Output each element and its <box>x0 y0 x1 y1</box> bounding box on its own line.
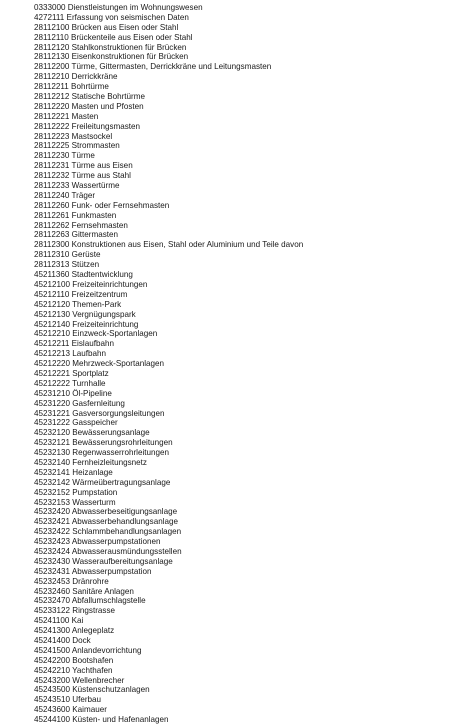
list-item: 45212140 Freizeiteinrichtung <box>34 319 139 329</box>
list-item: 28112223 Mastsockel <box>34 131 113 141</box>
list-item: 28112300 Konstruktionen aus Eisen, Stahl oder Aluminium und Teile davon <box>34 240 304 250</box>
list-item: 45232430 Wasseraufbereitungsanlage <box>34 556 173 566</box>
list-item: 45232152 Pumpstation <box>34 487 118 497</box>
list-item: 45243510 Uferbau <box>34 695 102 705</box>
list-item: 28112231 Türme aus Eisen <box>34 161 133 171</box>
list-item: 45232431 Abwasserpumpstation <box>34 566 152 576</box>
list-item: 45212210 Einzweck-Sportanlagen <box>34 329 158 339</box>
list-item: 45233122 Ringstrasse <box>34 606 115 616</box>
list-item: 45243200 Wellenbrecher <box>34 675 125 685</box>
list-item: 45231210 Öl-Pipeline <box>34 388 112 398</box>
list-item: 45231221 Gasversorgungsleitungen <box>34 408 165 418</box>
list-item: 28112230 Türme <box>34 151 95 161</box>
list-item: 28112200 Türme, Gittermasten, Derrickkräne und Leitungsmasten <box>34 62 272 72</box>
list-item: 4272111 Erfassung von seismischen Daten <box>34 12 189 22</box>
list-item: 45232421 Abwasserbehandlungsanlage <box>34 517 179 527</box>
list-item: 45212120 Themen-Park <box>34 299 122 309</box>
list-item: 45232424 Abwasserausmündungsstellen <box>34 546 182 556</box>
list-item: 0333000 Dienstleistungen im Wohnungswesen <box>34 3 203 12</box>
list-item: 45232470 Abfallumschlagstelle <box>34 596 146 606</box>
list-item: 28112221 Masten <box>34 111 99 121</box>
list-item: 45231222 Gasspeicher <box>34 418 118 428</box>
list-item: 45232423 Abwasserpumpstationen <box>34 537 161 547</box>
list-item: 45212222 Turnhalle <box>34 378 106 388</box>
list-item: 45212110 Freizeitzentrum <box>34 289 128 299</box>
list-item: 45232141 Heizanlage <box>34 467 113 477</box>
list-item: 28112313 Stützen <box>34 260 100 270</box>
list-item: 28112212 Statische Bohrtürme <box>34 92 145 102</box>
list-item: 28112260 Funk- oder Fernsehmasten <box>34 200 170 210</box>
list-item: 45232130 Regenwasserrohrleitungen <box>34 448 169 458</box>
list-item: 45232453 Dränrohre <box>34 576 109 586</box>
list-item: 45232142 Wärmeübertragungsanlage <box>34 477 171 487</box>
list-item: 45232121 Bewässerungsrohrleitungen <box>34 438 173 448</box>
list-item: 45241400 Dock <box>34 636 91 645</box>
list-item: 45243600 Kaimauer <box>34 705 107 715</box>
list-item: 45212213 Laufbahn <box>34 349 107 359</box>
list-item: 28112310 Gerüste <box>34 250 101 260</box>
list-item: 45232153 Wasserturm <box>34 497 116 507</box>
list-item: 45244100 Küsten- und Hafenanlagen <box>34 715 169 725</box>
list-item: 28112100 Brücken aus Eisen oder Stahl <box>34 22 179 32</box>
list-item: 28112220 Masten und Pfosten <box>34 101 144 111</box>
list-item: 45212211 Eislaufbahn <box>34 339 114 349</box>
list-item: 45232422 Schlammbehandlungsanlagen <box>34 527 182 537</box>
list-item: 45232120 Bewässerungsanlage <box>34 428 150 438</box>
list-item: 45241100 Kai <box>34 616 84 626</box>
list-item: 28112130 Eisenkonstruktionen für Brücken <box>34 52 189 62</box>
list-item: 28112233 Wassertürme <box>34 181 120 191</box>
list-item: 28112263 Gittermasten <box>34 230 118 240</box>
list-item: 45243500 Küstenschutzanlagen <box>34 685 150 695</box>
list-item: 28112261 Funkmasten <box>34 210 117 220</box>
list-item: 28112120 Stahlkonstruktionen für Brücken <box>34 42 187 52</box>
list-item: 28112210 Derrickkräne <box>34 72 118 82</box>
list-item: 28112240 Träger <box>34 190 96 200</box>
list-item: 45232140 Fernheizleitungsnetz <box>34 457 147 467</box>
list-item: 45212130 Vergnügungspark <box>34 309 136 319</box>
list-item: 28112225 Strommasten <box>34 141 120 151</box>
list-item: 45212221 Sportplatz <box>34 368 109 378</box>
list-item: 45242210 Yachthafen <box>34 665 113 675</box>
list-item: 28112222 Freileitungsmasten <box>34 121 141 131</box>
list-item: 45212220 Mehrzweck-Sportanlagen <box>34 359 165 369</box>
list-item: 45232420 Abwasserbeseitigungsanlage <box>34 507 178 517</box>
list-item: 45212100 Freizeiteinrichtungen <box>34 279 148 289</box>
list-item: 45232460 Sanitäre Anlagen <box>34 586 134 596</box>
list-item: 28112232 Türme aus Stahl <box>34 171 131 181</box>
list-item: 45211360 Stadtentwicklung <box>34 270 133 280</box>
list-item: 45241500 Anlandevorrichtung <box>34 645 142 655</box>
list-item: 45241300 Anlegeplatz <box>34 626 115 636</box>
list-item: 28112262 Fernsehmasten <box>34 220 128 230</box>
code-list <box>34 3 444 725</box>
list-item: 28112110 Brückenteile aus Eisen oder Stahl <box>34 32 193 42</box>
list-item: 28112211 Bohrtürme <box>34 82 109 92</box>
list-item: 45231220 Gasfernleitung <box>34 398 125 408</box>
list-item: 45242200 Bootshafen <box>34 655 114 665</box>
